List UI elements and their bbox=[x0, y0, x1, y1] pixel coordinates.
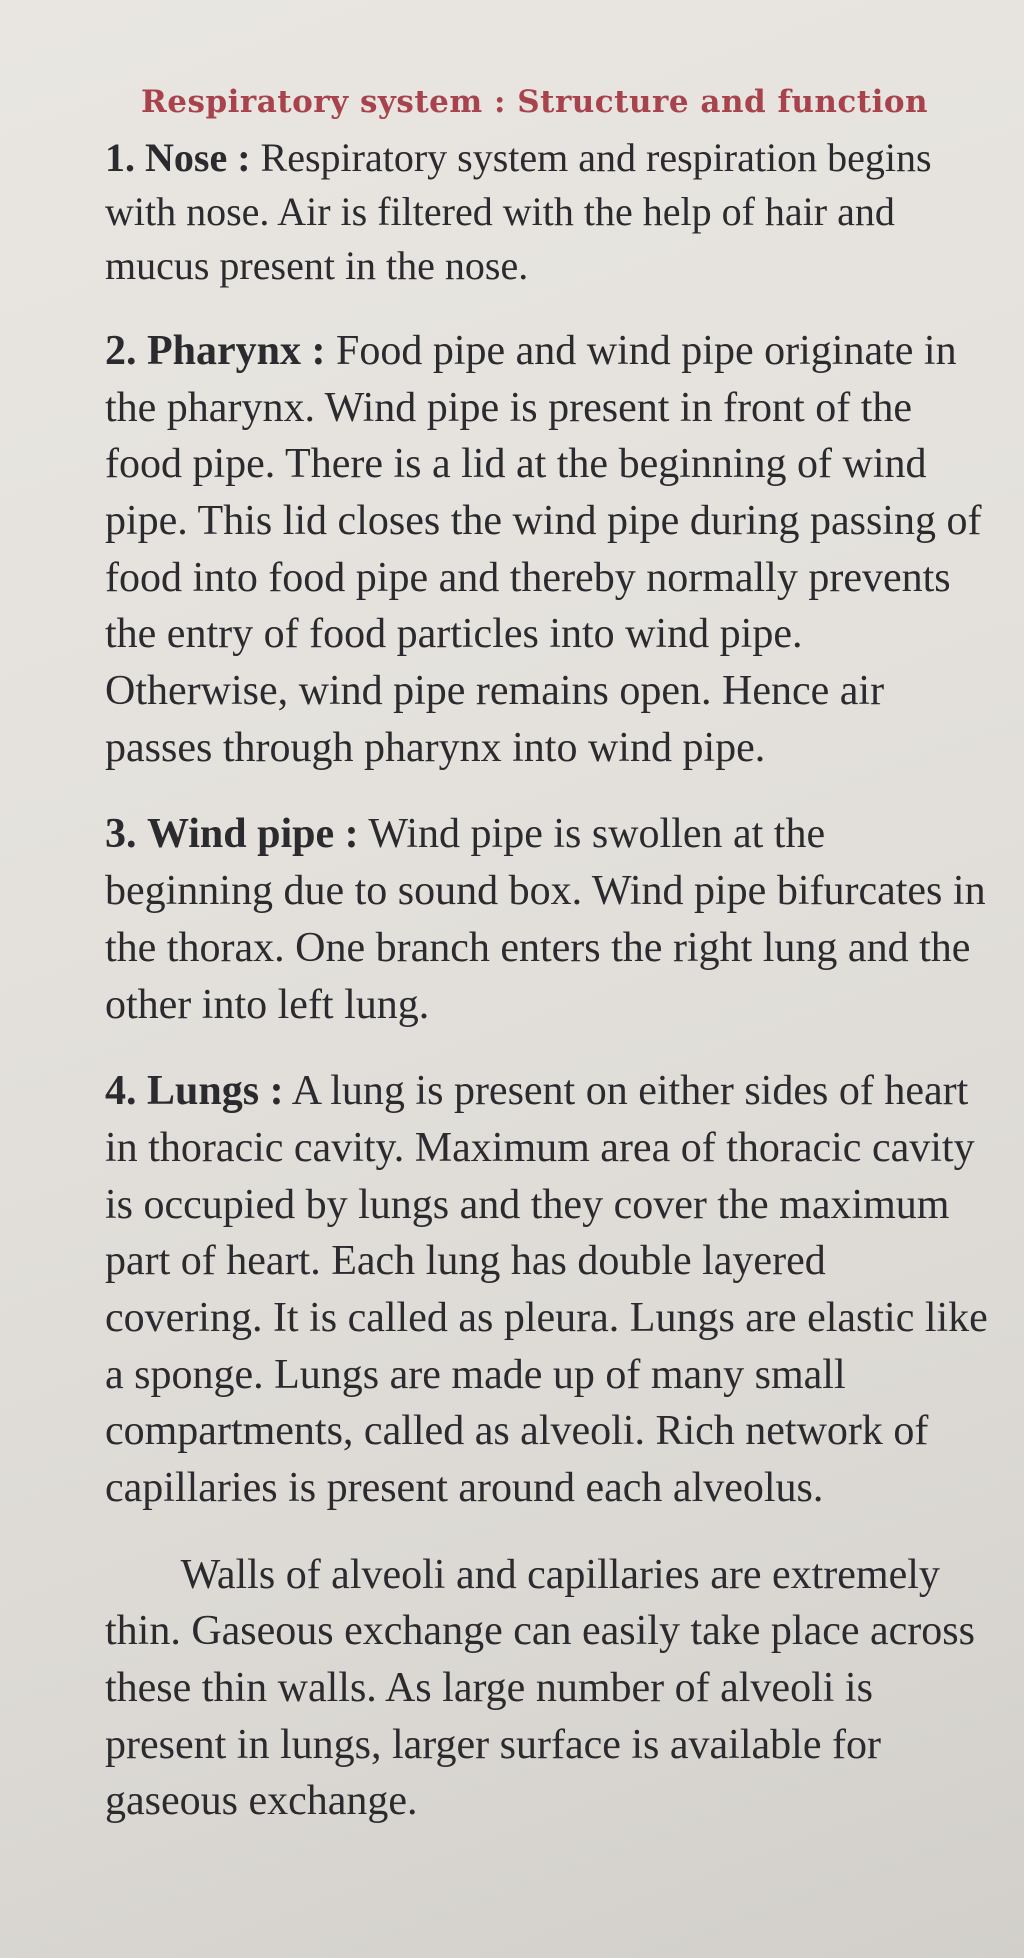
section-label: Wind pipe : bbox=[147, 811, 359, 858]
section-label: Nose : bbox=[145, 134, 251, 180]
closing-paragraph: Walls of alveoli and capillaries are extremely thin. Gaseous exchange can easily take place across these thin walls. As large number of alveoli is present in lungs, larger surface is available for gaseous exchange. bbox=[105, 1551, 975, 1825]
section-number: 4. bbox=[105, 1068, 137, 1115]
section-label: Pharynx : bbox=[147, 327, 326, 374]
section-text: A lung is present on either sides of heart in thoracic cavity. Maximum area of thoracic cavity is occupied by lungs and they cover the maximum part of heart. Each lung has double layered covering. It is called as pleura. Lungs are elastic like a sponge. Lungs are made up of many small compartments, called as alveoli. Rich network of capillaries is present around each alveolus. bbox=[105, 1068, 988, 1511]
section-number: 1. bbox=[105, 134, 135, 180]
section-number: 3. bbox=[105, 811, 137, 858]
section-wind-pipe bbox=[105, 806, 988, 1033]
section-text: Food pipe and wind pipe originate in the pharynx. Wind pipe is present in front of the food pipe. There is a lid at the beginning of wind pipe. This lid closes the wind pipe during passing of food into food pipe and thereby normally prevents the entry of food particles into wind pipe. Otherwise, wind pipe remains open. Hence air passes through pharynx into wind pipe. bbox=[105, 327, 982, 771]
section-pharynx bbox=[105, 323, 988, 777]
section-label: Lungs : bbox=[147, 1068, 284, 1115]
section-text: Wind pipe is swollen at the beginning due to sound box. Wind pipe bifurcates in the thorax. One branch enters the right lung and the other into left lung. bbox=[105, 811, 986, 1028]
section-text: Respiratory system and respiration begins with nose. Air is filtered with the help of hair and mucus present in the nose. bbox=[105, 134, 932, 288]
page-title: Respiratory system : Structure and function bbox=[141, 84, 929, 120]
section-lungs bbox=[105, 1063, 988, 1517]
section-number: 2. bbox=[105, 327, 137, 374]
section-nose bbox=[105, 131, 988, 293]
